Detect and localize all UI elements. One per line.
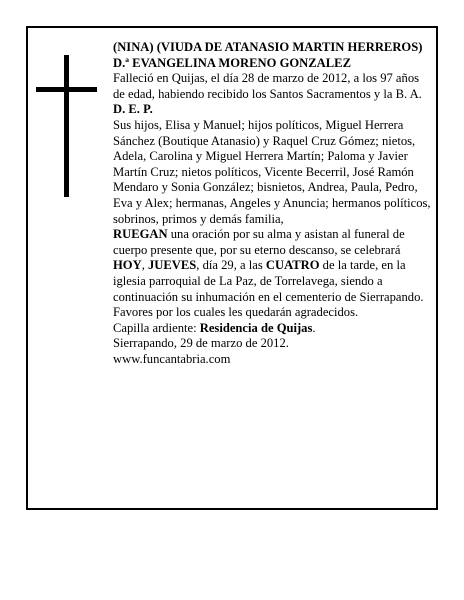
death-text: Falleció en Quijas, el día 28 de marzo de 2012, a los 97 años de edad, habiendo recibido los Santos Sacramentos y la B. A. [113, 71, 422, 101]
funeral-text-3: de la tarde, en la iglesia parroquial de La Paz, de Torrelavega, siendo a continuación su inhumación en el cementerio de Sierrapando. Favores por los cuales les quedarán agradecidos. [113, 258, 424, 320]
family-text: Sus hijos, Elisa y Manuel; hijos políticos, Miguel Herrera Sánchez (Boutique Atanasio) y Raquel Cruz Gómez; nietos, Adela, Carolina y Miguel Herrera Martín; Paloma y Javier Martín Cruz; nietos políticos, Vicente Becerril, José Ramón Mendaro y Sonia González; bisnietos, Andrea, Paula, Pedro, Eva y Alex; hermanas, Angeles y Anuncia; hermanos políticos, sobrinos, primos y demás familia, [113, 117, 431, 226]
deceased-name: D.ª EVANGELINA MORENO GONZALEZ [113, 55, 351, 70]
funeral-paragraph [113, 227, 431, 321]
cross-icon-bar [36, 87, 97, 92]
capilla-line [113, 321, 431, 337]
capilla-place: Residencia de Quijas [199, 320, 313, 335]
capilla-label: Capilla ardiente: [113, 320, 200, 335]
funeral-text-1: una oración por su alma y asistan al funeral de cuerpo presente que, por su eterno descanso, se celebrará [113, 227, 405, 257]
capilla-end: . [312, 320, 316, 335]
place-date: Sierrapando, 29 de marzo de 2012. [113, 336, 289, 351]
cuatro-word: CUATRO [265, 258, 320, 273]
cross-icon [64, 55, 69, 197]
obituary-text [113, 40, 431, 367]
nickname-line: (NINA) (VIUDA DE ATANASIO MARTIN HERREROS) [113, 40, 423, 54]
website-link[interactable]: www.funcantabria.com [113, 351, 231, 366]
jueves-word: JUEVES [147, 258, 197, 273]
ruegan-word: RUEGAN [113, 227, 168, 242]
funeral-text-2: , día 29, a las [196, 258, 266, 273]
comma-1: , [141, 258, 148, 273]
hoy-word: HOY [113, 258, 142, 273]
dep-line: D. E. P. [113, 102, 153, 117]
